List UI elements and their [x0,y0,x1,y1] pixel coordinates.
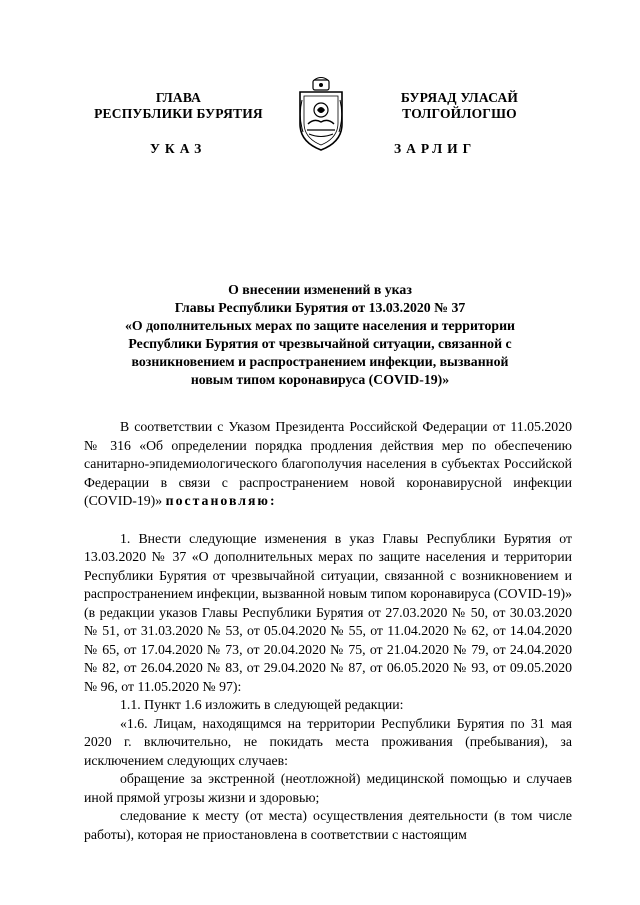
title-line: Республики Бурятия от чрезвычайной ситуации, связанной с [128,336,512,351]
title-line: «О дополнительных мерах по защите населения и территории [125,318,515,333]
header-left-block [86,90,271,122]
doc-type-left: УКАЗ [150,141,207,156]
header-right-line1: БУРЯАД УЛАСАЙ [400,90,519,105]
doc-type-right: ЗАРЛИГ [394,141,477,156]
paragraph-item-1-1: 1.1. Пункт 1.6 изложить в следующей редакции: [120,697,404,712]
document-title [80,281,560,389]
header-left-line1: ГЛАВА [155,90,202,105]
title-line: Главы Республики Бурятия от 13.03.2020 № 37 [174,300,466,315]
header-left-line2: РЕСПУБЛИКИ БУРЯТИЯ [94,106,263,121]
header-right-block [367,90,552,122]
preamble-text: В соответствии с Указом Президента Российской Федерации от 11.05.2020 № 316 «Об определении порядка продления действия мер по обеспечению санитарно-эпидемиологического благополучия населения в субъектах Российской Федерации в связи с распространением новой коронавирусной инфекции (COVID-19)» [84,419,572,508]
preamble-paragraph [84,418,572,511]
paragraph-item-1: 1. Внести следующие изменения в указ Главы Республики Бурятия от 13.03.2020 № 37 «О дополнительных мерах по защите населения и территории Республики Бурятия от чрезвычайной ситуации, связанной с возникновением и распространением инфекции, вызванной новым типом коронавируса (COVID-19)» (в редакции указов Главы Республики Бурятия от 27.03.2020 № 50, от 30.03.2020 № 51, от 31.03.2020 № 53, от 05.04.2020 № 55, от 11.04.2020 № 62, от 14.04.2020 № 65, от 17.04.2020 № 73, от 20.04.2020 № 75, от 21.04.2020 № 79, от 24.04.2020 № 82, от 26.04.2020 № 83, от 29.04.2020 № 87, от 06.05.2020 № 93, от 09.05.2020 № 96, от 11.05.2020 № 97): [84,530,572,694]
header-right-line2: ТОЛГОЙЛОГШО [402,106,517,121]
paragraph-item-1-6: «1.6. Лицам, находящимся на территории Республики Бурятия по 31 мая 2020 г. включительно, не покидать места проживания (пребывания), за исключением следующих случаев: [84,715,572,768]
decree-keyword: постановляю: [165,493,277,508]
paragraph-exception-work: следование к месту (от места) осуществления деятельности (в том числе работы), которая не приостановлена в соответствии с настоящим [84,808,572,842]
coat-of-arms-emblem [295,76,347,152]
paragraph-exception-medical: обращение за экстренной (неотложной) медицинской помощью и случаев иной прямой угрозы жизни и здоровью; [84,771,572,805]
title-line: новым типом коронавируса (COVID-19)» [190,372,450,387]
title-line: О внесении изменений в указ [228,282,412,297]
title-line: возникновением и распространением инфекции, вызванной [131,354,509,369]
document-body [84,418,572,844]
